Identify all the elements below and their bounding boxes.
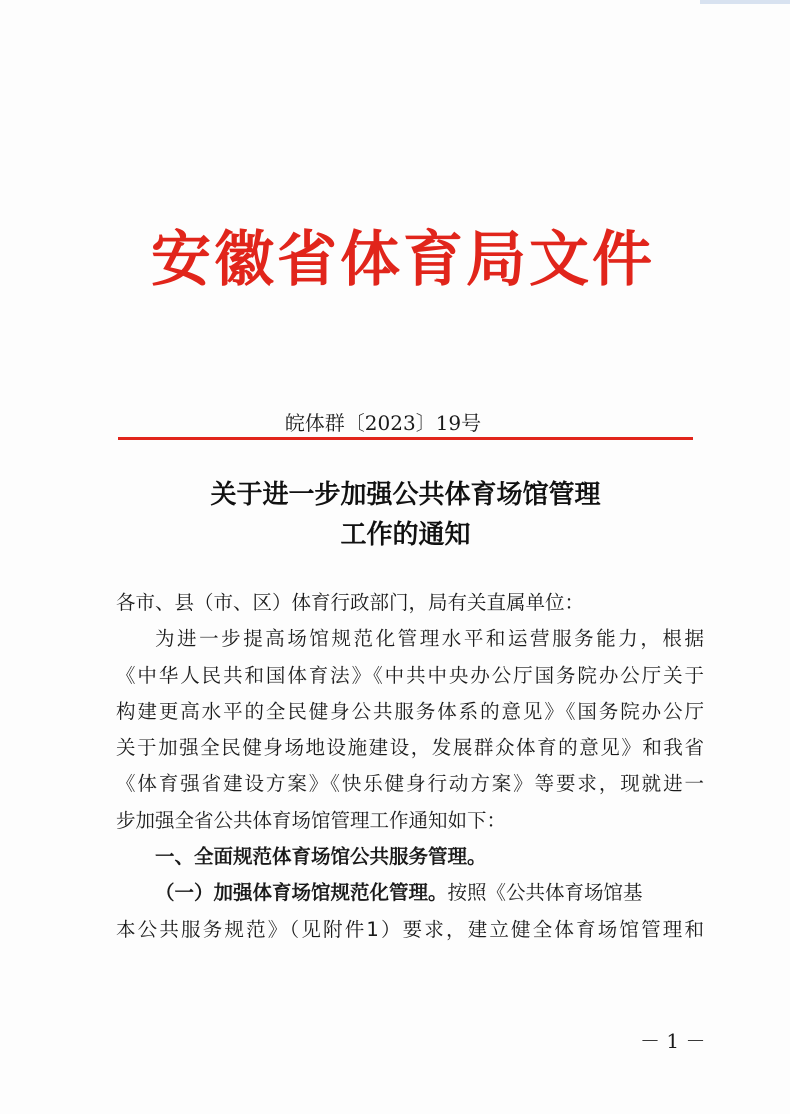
document-title-line-2: 工作的通知: [340, 520, 471, 550]
issuing-authority-header: 安徽省体育局文件: [151, 225, 655, 295]
sub-item-text: 按照《公共体育场馆基: [447, 881, 643, 905]
document-title: [118, 475, 693, 555]
page-number: － 1 －: [640, 1029, 706, 1053]
document-title-line-1: 关于进一步加强公共体育场馆管理: [210, 480, 601, 510]
document-number: 皖体群〔2023〕19号: [284, 411, 482, 435]
document-body: [116, 585, 704, 948]
sub-item-heading: （一）加强体育场馆规范化管理。: [155, 881, 448, 905]
recipients-line: 各市、县（市、区）体育行政部门，局有关直属单位：: [116, 591, 585, 614]
section-heading: 一、全面规范体育场馆公共服务管理。: [155, 845, 487, 869]
red-divider-line: [118, 437, 693, 440]
scan-edge-mark: [700, 0, 790, 4]
paragraph-line: 步加强全省公共体育场馆管理工作通知如下：: [116, 808, 507, 832]
paragraph-line: 《中华人民共和国体育法》《中共中央办公厅国务院办公厅关于: [116, 663, 704, 687]
paragraph-line: 关于加强全民健身场地设施建设，发展群众体育的意见》和我省: [116, 736, 704, 760]
paragraph-line: 为进一步提高场馆规范化管理水平和运营服务能力，根据: [155, 627, 704, 651]
paragraph-line: 《体育强省建设方案》《快乐健身行动方案》等要求，现就进一: [116, 772, 704, 796]
sub-item-line: [116, 875, 704, 911]
sub-item-line-2: 本公共服务规范》（见附件1）要求，建立健全体育场馆管理和: [116, 917, 704, 941]
paragraph-line: 构建更高水平的全民健身公共服务体系的意见》《国务院办公厅: [116, 699, 704, 723]
